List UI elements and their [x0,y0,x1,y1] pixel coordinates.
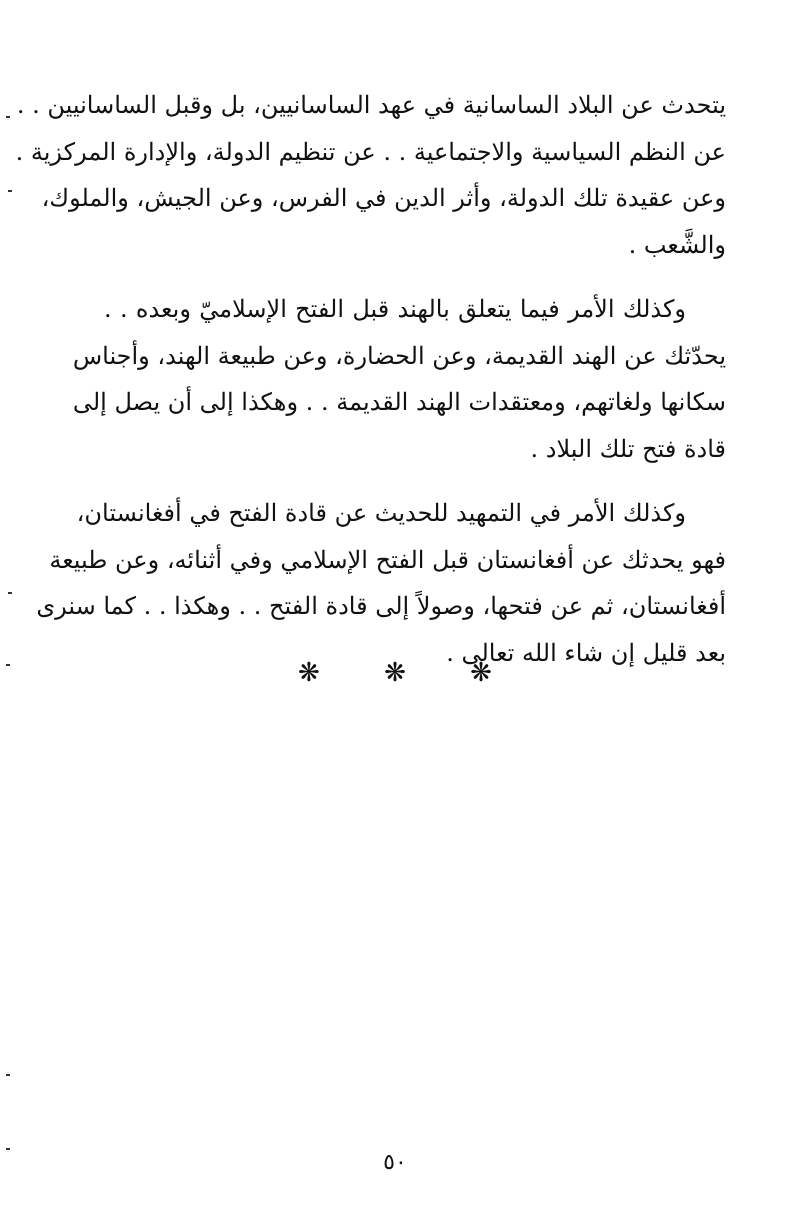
page-number: ٥٠ [383,1150,407,1175]
scan-mark [6,664,10,666]
text-line: يحدّثك عن الهند القديمة، وعن الحضارة، وعن طبيعة الهند، وأجناس [72,341,726,370]
text-line: وكذلك الأمر في التمهيد للحديث عن قادة الفتح في أفغانستان، [76,499,686,527]
section-separator: ❋ ❋ ❋ [298,658,520,688]
text-line: قادة فتح تلك البلاد . [530,434,726,463]
text-line: وكذلك الأمر فيما يتعلق بالهند قبل الفتح الإسلاميّ وبعده . . [104,295,686,323]
text-line: عن النظم السياسية والاجتماعية . . عن تنظيم الدولة، والإدارة المركزية . [15,137,726,166]
scan-mark [8,190,12,192]
text-line: وعن عقيدة تلك الدولة، وأثر الدين في الفرس، وعن الجيش، والملوك، [41,184,726,212]
scan-mark [6,1148,10,1150]
text-line: بعد قليل إن شاء الله تعالى . [446,638,726,667]
body-text [15,82,726,676]
scan-mark [6,1074,10,1076]
text-line: يتحدث عن البلاد الساسانية في عهد الساسانيين، بل وقبل الساسانيين . . [16,91,726,119]
text-line: أفغانستان، ثم عن فتحها، وصولاً إلى قادة الفتح . . وهكذا . . كما سنرى [36,592,726,620]
scan-mark [8,592,12,594]
text-line: سكانها ولغاتهم، ومعتقدات الهند القديمة . . وهكذا إلى أن يصل إلى [72,388,726,416]
text-line: فهو يحدثك عن أفغانستان قبل الفتح الإسلامي وفي أثنائه، وعن طبيعة [49,545,726,574]
text-line: والشَّعب . [628,230,726,259]
scan-mark [6,116,10,118]
